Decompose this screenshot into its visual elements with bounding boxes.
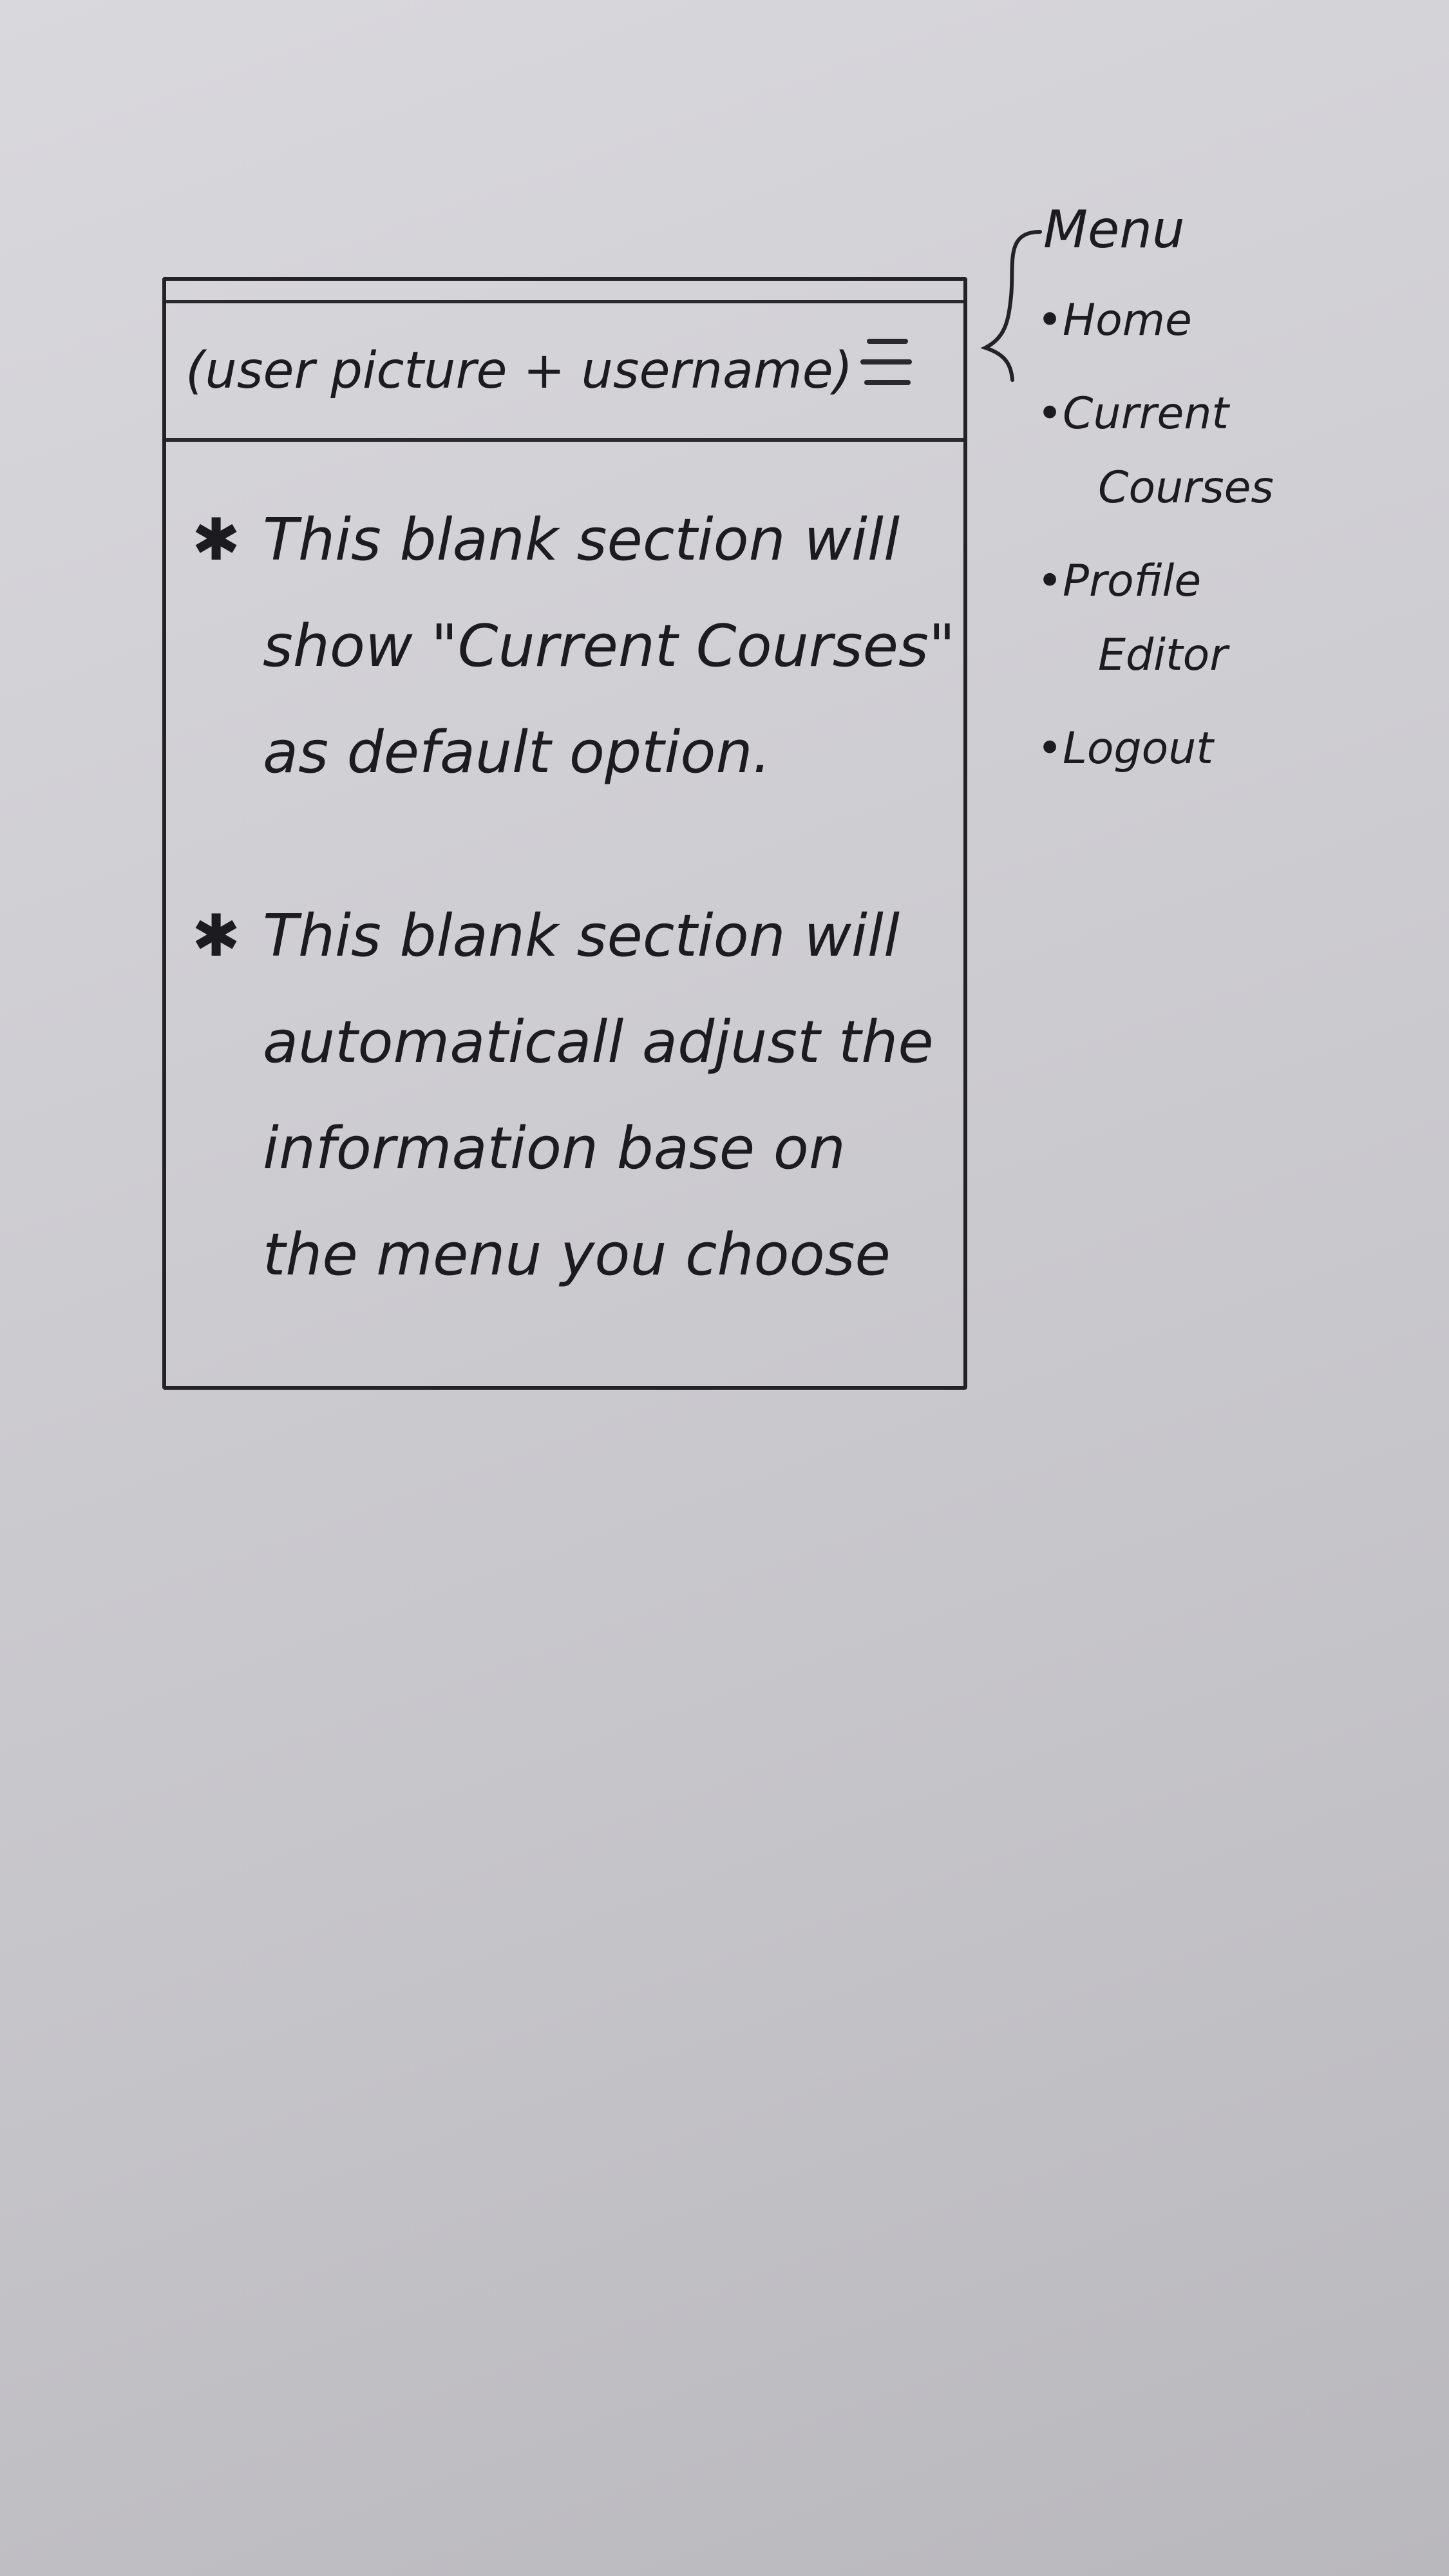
- note-line: the menu you choose: [263, 1221, 891, 1289]
- phone-wireframe: [162, 277, 967, 1390]
- menu-item-label-continued: Editor: [1098, 630, 1228, 681]
- note-line: as default option.: [263, 719, 772, 786]
- menu-item-label: Current: [1063, 388, 1229, 439]
- note-line: show "Current Courses": [263, 612, 956, 680]
- user-info-label[interactable]: (user picture + username): [185, 342, 853, 400]
- menu-item-label-continued: Courses: [1098, 462, 1274, 513]
- content-area: [192, 487, 956, 1385]
- menu-item-label: Logout: [1063, 723, 1214, 774]
- asterisk-icon: ✱: [192, 506, 241, 574]
- menu-list: [1037, 283, 1423, 805]
- note-line: information base on: [263, 1115, 846, 1182]
- menu-item-logout[interactable]: [1037, 712, 1423, 786]
- note-line: This blank section will: [263, 506, 900, 574]
- menu-item-label: Profile: [1063, 556, 1202, 607]
- hamburger-menu-icon[interactable]: [860, 339, 918, 397]
- note-auto-adjust: [192, 883, 952, 1308]
- menu-title: Menu: [1043, 200, 1185, 260]
- menu-item-profile-editor[interactable]: [1037, 544, 1423, 692]
- menu-item-label: Home: [1063, 295, 1192, 346]
- note-default-courses: [192, 487, 956, 806]
- app-header: [166, 300, 963, 442]
- menu-item-current-courses[interactable]: [1037, 377, 1423, 525]
- asterisk-icon: ✱: [192, 902, 241, 970]
- menu-item-home[interactable]: [1037, 283, 1423, 357]
- note-line: This blank section will: [263, 902, 900, 970]
- note-line: automaticall adjust the: [263, 1009, 934, 1076]
